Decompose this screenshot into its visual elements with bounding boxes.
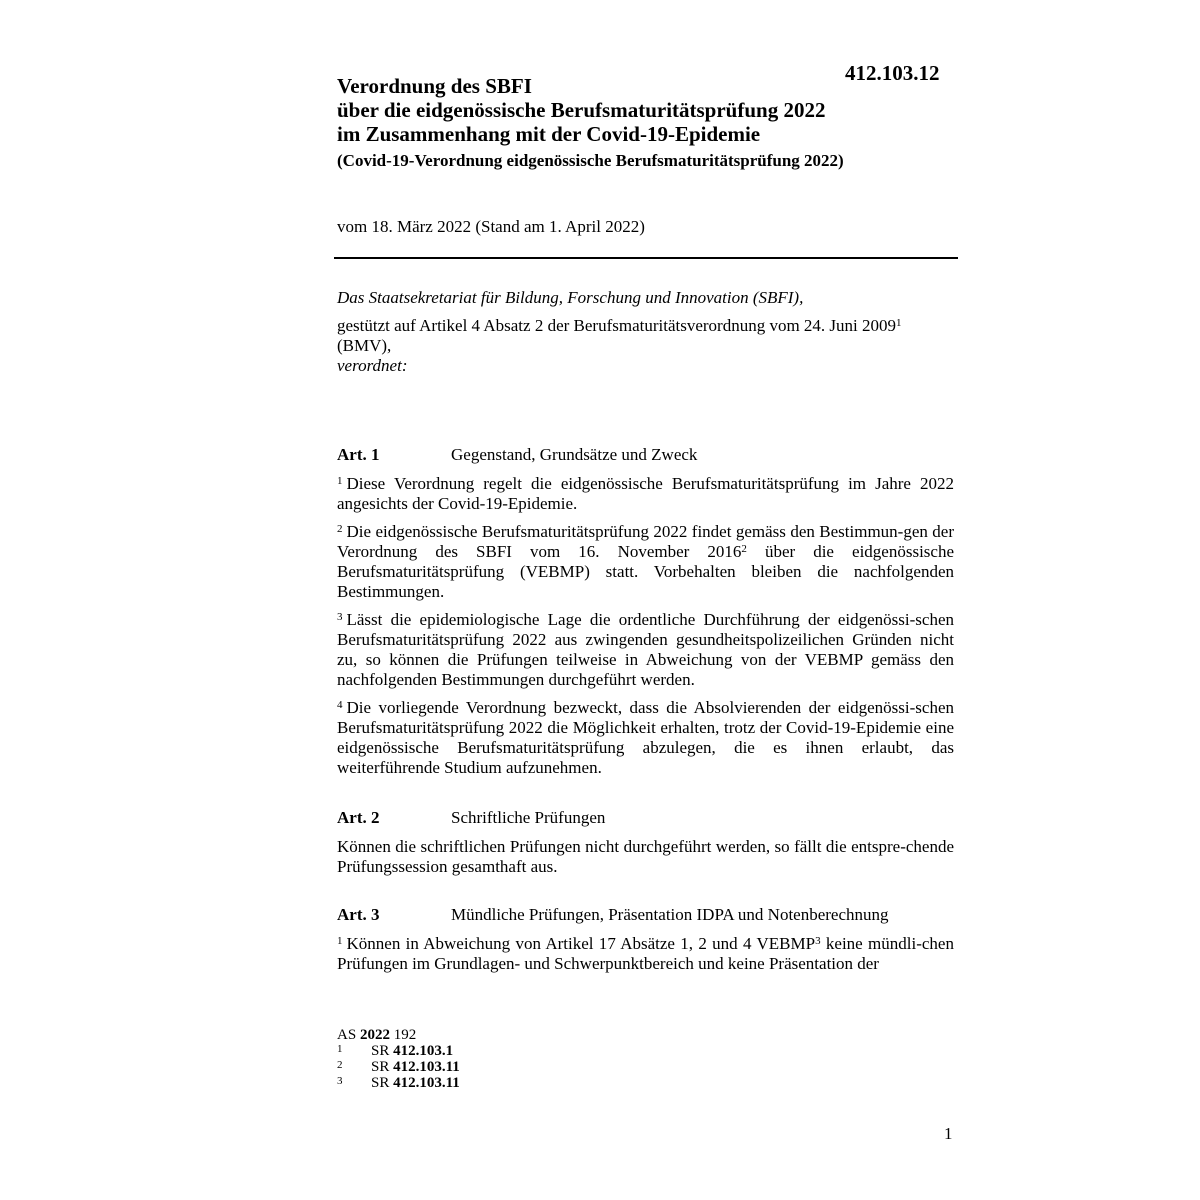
- footnotes: [337, 1027, 460, 1091]
- footnote-number: 3: [337, 1075, 343, 1087]
- preamble-authority: Das Staatsekretariat für Bildung, Forschung und Innovation (SBFI),: [337, 288, 804, 307]
- date-line: vom 18. März 2022 (Stand am 1. April 2022): [337, 217, 645, 236]
- footnote-text: [371, 1043, 453, 1059]
- article-heading: [337, 905, 954, 925]
- footnote: [337, 1059, 460, 1075]
- paragraph-text: Lässt die epidemiologische Lage die ordentliche Durchführung der eidgenössi-schen Berufsmaturitätsprüfung 2022 aus zwingenden gesundheitspolizeilichen Gründen nicht zu, so können die Prüfungen teilweise in Abweichung von der VEBMP gemäss den nachfolgenden Bestimmungen durchgeführt werden.: [337, 610, 954, 689]
- footnote-text: [371, 1059, 460, 1075]
- article-heading: [337, 445, 954, 465]
- paragraph-number: 2: [337, 523, 343, 535]
- paragraph-number: 4: [337, 699, 343, 711]
- paragraph-number: 1: [337, 935, 343, 947]
- title-line: über die eidgenössische Berufsmaturitätsprüfung 2022: [337, 98, 826, 122]
- footnote-ref[interactable]: 1: [896, 317, 902, 329]
- paragraph: [337, 934, 954, 974]
- as-page: 192: [393, 1027, 417, 1043]
- title-block: [337, 74, 957, 172]
- footnote-number: 1: [337, 1043, 343, 1055]
- paragraph-text: Können in Abweichung von Artikel 17 Absätze 1, 2 und 4 VEBMP: [346, 934, 816, 953]
- article-number: Art. 1: [337, 445, 380, 464]
- paragraph-number: 3: [337, 611, 343, 623]
- page-number: 1: [944, 1124, 953, 1143]
- footnote: [337, 1043, 460, 1059]
- paragraph: [337, 610, 954, 690]
- short-title: (Covid-19-Verordnung eidgenössische Berufsmaturitätsprüfung 2022): [337, 151, 844, 170]
- preamble: [337, 288, 954, 376]
- preamble-verb: verordnet:: [337, 356, 408, 375]
- paragraph-text: über die eidgenössische Berufsmaturitätsprüfung (VEBMP) statt. Vorbehalten bleiben die nachfolgenden Bestimmungen.: [337, 542, 955, 601]
- article-heading: [337, 808, 954, 828]
- preamble-basis-text-2: (BMV),: [337, 336, 392, 355]
- article-number: Art. 3: [337, 905, 380, 924]
- footnote-ref-number[interactable]: 412.103.11: [393, 1075, 460, 1091]
- title-line: Verordnung des SBFI: [337, 74, 532, 98]
- paragraph-text: Können die schriftlichen Prüfungen nicht durchgeführt werden, so fällt die entspre-chende Prüfungssession gesamthaft aus.: [337, 837, 954, 876]
- paragraph-text: Diese Verordnung regelt die eidgenössische Berufsmaturitätsprüfung im Jahre 2022 angesichts der Covid-19-Epidemie.: [337, 474, 954, 513]
- paragraph: [337, 698, 954, 778]
- footnote-ref[interactable]: 3: [815, 935, 821, 947]
- article-1: [337, 445, 954, 786]
- paragraph: [337, 837, 954, 877]
- article-2: [337, 808, 954, 885]
- paragraph-text: Die vorliegende Verordnung bezweckt, dass die Absolvierenden der eidgenössi-schen Berufsmaturitätsprüfung 2022 die Möglichkeit erhalten, trotz der Covid-19-Epidemie eine eidgenössische Berufsmaturitätsprüfung abzulegen, die es ihnen erlaubt, das weiterführende Studium aufzunehmen.: [337, 698, 954, 777]
- footnote-number: 2: [337, 1059, 343, 1071]
- footnote-ref-number[interactable]: 412.103.1: [393, 1043, 454, 1059]
- article-3: [337, 905, 954, 982]
- footnote: [337, 1075, 460, 1091]
- paragraph: [337, 474, 954, 514]
- title-line: im Zusammenhang mit der Covid-19-Epidemie: [337, 122, 761, 146]
- footnote-prefix: SR: [371, 1043, 390, 1059]
- paragraph-number: 1: [337, 475, 343, 487]
- footnote-prefix: SR: [371, 1059, 390, 1075]
- article-title: Mündliche Prüfungen, Präsentation IDPA und Notenberechnung: [451, 905, 889, 924]
- sr-number: 412.103.12: [845, 61, 940, 85]
- as-year: 2022: [359, 1027, 390, 1043]
- footnote-prefix: SR: [371, 1075, 390, 1091]
- preamble-basis: [337, 316, 954, 356]
- article-number: Art. 2: [337, 808, 380, 827]
- article-title: Gegenstand, Grundsätze und Zweck: [451, 445, 698, 464]
- footnote-ref[interactable]: 2: [741, 543, 747, 555]
- official-collection-ref: [337, 1027, 460, 1043]
- paragraph-text: Die eidgenössische Berufsmaturitätsprüfung 2022 findet gemäss den Bestimmun-gen der Verordnung des SBFI vom 16. November 2016: [337, 522, 954, 561]
- paragraph-text: keine mündli-chen Prüfungen im Grundlagen- und Schwerpunktbereich und keine Präsentation der: [337, 934, 954, 973]
- as-prefix: AS: [337, 1027, 357, 1043]
- footnote-ref-number[interactable]: 412.103.11: [393, 1059, 460, 1075]
- article-title: Schriftliche Prüfungen: [451, 808, 606, 827]
- paragraph: [337, 522, 954, 602]
- preamble-basis-text: gestützt auf Artikel 4 Absatz 2 der Berufsmaturitätsverordnung vom 24. Juni 2009: [337, 316, 897, 335]
- footnote-text: [371, 1075, 460, 1091]
- title-divider: [334, 257, 958, 259]
